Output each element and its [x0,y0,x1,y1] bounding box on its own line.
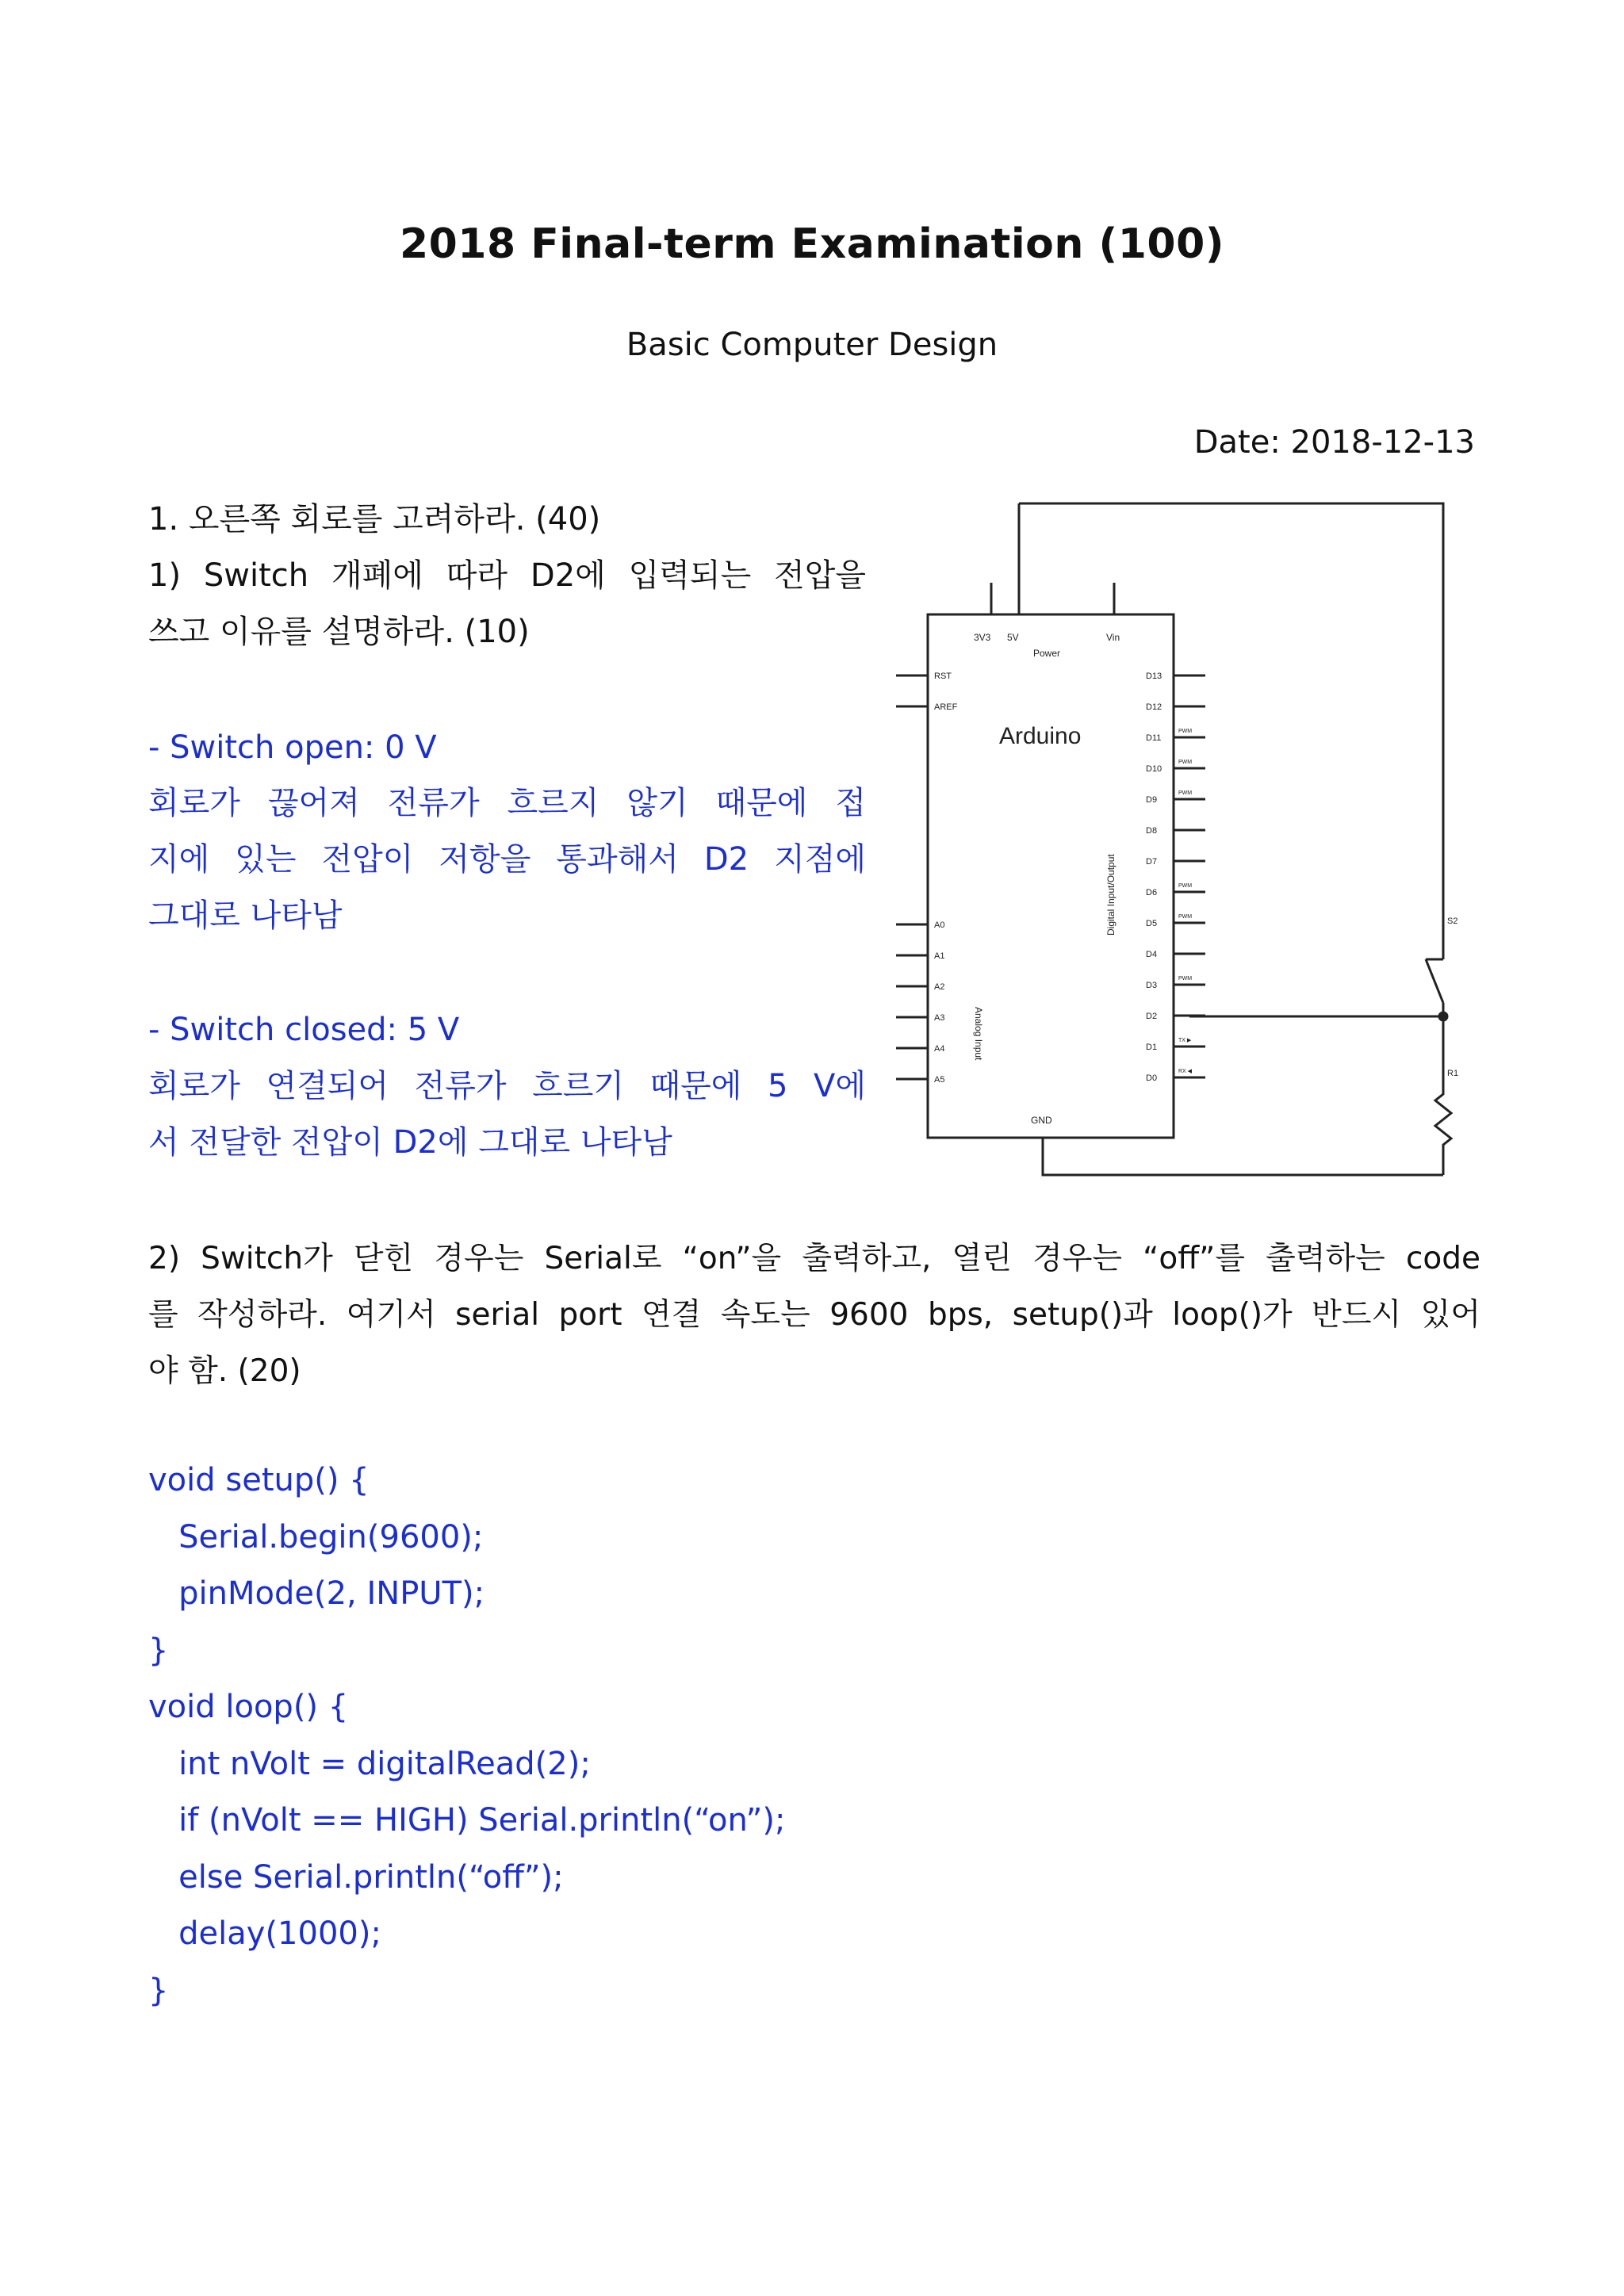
pin-label-a5: A5 [934,1075,945,1085]
tx-label: TX ▶ [1178,1038,1192,1043]
pin-label-d8: D8 [1146,826,1158,836]
pwm-label: PWM [1178,790,1193,796]
pwm-label: PWM [1178,976,1193,982]
label-gnd: GND [1031,1115,1052,1126]
answer-switch-open-line-2: 지에 있는 전압이 저항을 통과해서 D2 지점에 [148,841,866,878]
left-pin-header [896,675,928,1079]
question-1-1-line-2: 쓰고 이유를 설명하라. (10) [148,614,530,650]
pin-label-d7: D7 [1146,857,1158,867]
question-1-2-line-1: 2) Switch가 닫힌 경우는 Serial로 “on”을 출력하고, 열린 경우는 “off”를 출력하는 code [148,1241,1480,1276]
pin-label-rst: RST [934,672,952,681]
label-3v3: 3V3 [974,632,991,643]
exam-title: 2018 Final-term Examination (100) [399,220,1225,268]
pin-label-d2: D2 [1146,1012,1158,1021]
pin-label-a4: A4 [934,1044,945,1054]
rx-label: RX ◀ [1178,1069,1193,1074]
question-1-1-line-1: 1) Switch 개폐에 따라 D2에 입력되는 전압을 [148,557,866,594]
pin-label-d11: D11 [1146,733,1162,743]
label-5v: 5V [1007,632,1019,643]
answer-switch-open-line-1: 회로가 끊어져 전류가 흐르지 않기 때문에 접 [148,785,866,821]
question-1-heading: 1. 오른쪽 회로를 고려하라. (40) [148,501,601,538]
pwm-label: PWM [1178,883,1193,889]
exam-date: Date: 2018-12-13 [1193,424,1475,461]
pin-label-d12: D12 [1146,702,1162,712]
pin-label-a0: A0 [934,920,945,930]
label-digital-io: Digital Input/Output [1105,854,1116,936]
code-line: delay(1000); [148,1915,381,1952]
label-s2: S2 [1447,916,1458,926]
question-1-2-line-3: 야 함. (20) [148,1353,301,1389]
code-line: void loop() { [148,1689,349,1725]
label-analog-input: Analog Input [973,1007,984,1061]
question-1-2-line-2: 를 작성하라. 여기서 serial port 연결 속도는 9600 bps, setup()과 loop()가 반드시 있어 [148,1297,1480,1333]
pwm-label: PWM [1178,760,1193,765]
pin-label-a2: A2 [934,982,945,992]
pin-label-d5: D5 [1146,919,1158,928]
switch-blade [1426,959,1443,1003]
code-line: else Serial.println(“off”); [148,1858,564,1896]
pin-label-d0: D0 [1146,1073,1158,1083]
code-answer-block [148,1452,1100,2019]
board-name: Arduino [999,723,1082,749]
code-line: pinMode(2, INPUT); [148,1575,485,1612]
pin-label-d3: D3 [1146,981,1158,990]
pin-label-d9: D9 [1146,795,1158,805]
wire-5v-to-switch [1019,503,1443,959]
pin-label-a1: A1 [934,951,945,961]
arduino-circuit-diagram [888,492,1491,1189]
wire-gnd [1043,1138,1443,1175]
pwm-label: PWM [1178,914,1193,920]
answer-switch-closed-line-1: 회로가 연결되어 전류가 흐르기 때문에 5 V에 [148,1068,866,1104]
label-r1: R1 [1447,1069,1459,1078]
resistor-r1 [1435,1070,1451,1175]
answer-switch-open-label: - Switch open: 0 V [148,729,437,766]
pin-label-d6: D6 [1146,888,1158,897]
code-line: } [148,1632,169,1669]
code-line: int nVolt = digitalRead(2); [148,1745,591,1782]
pin-label-d4: D4 [1146,950,1158,959]
code-line: } [148,1972,169,2009]
answer-switch-closed-line-2: 서 전달한 전압이 D2에 그대로 나타남 [148,1124,672,1161]
code-line: if (nVolt == HIGH) Serial.println(“on”); [148,1802,786,1839]
course-subtitle: Basic Computer Design [626,327,998,363]
label-power: Power [1033,648,1061,659]
arduino-board [928,614,1174,1138]
label-vin: Vin [1106,632,1120,643]
pin-label-a3: A3 [934,1013,945,1023]
pin-label-d13: D13 [1146,672,1162,681]
code-line: void setup() { [148,1462,370,1498]
pin-label-d1: D1 [1146,1043,1158,1052]
answer-switch-closed-label: - Switch closed: 5 V [148,1012,460,1048]
pin-label-d10: D10 [1146,764,1162,774]
pwm-label: PWM [1178,729,1193,734]
pin-label-aref: AREF [934,702,958,712]
code-line: Serial.begin(9600); [148,1518,484,1556]
answer-switch-open-line-3: 그대로 나타남 [148,897,343,934]
